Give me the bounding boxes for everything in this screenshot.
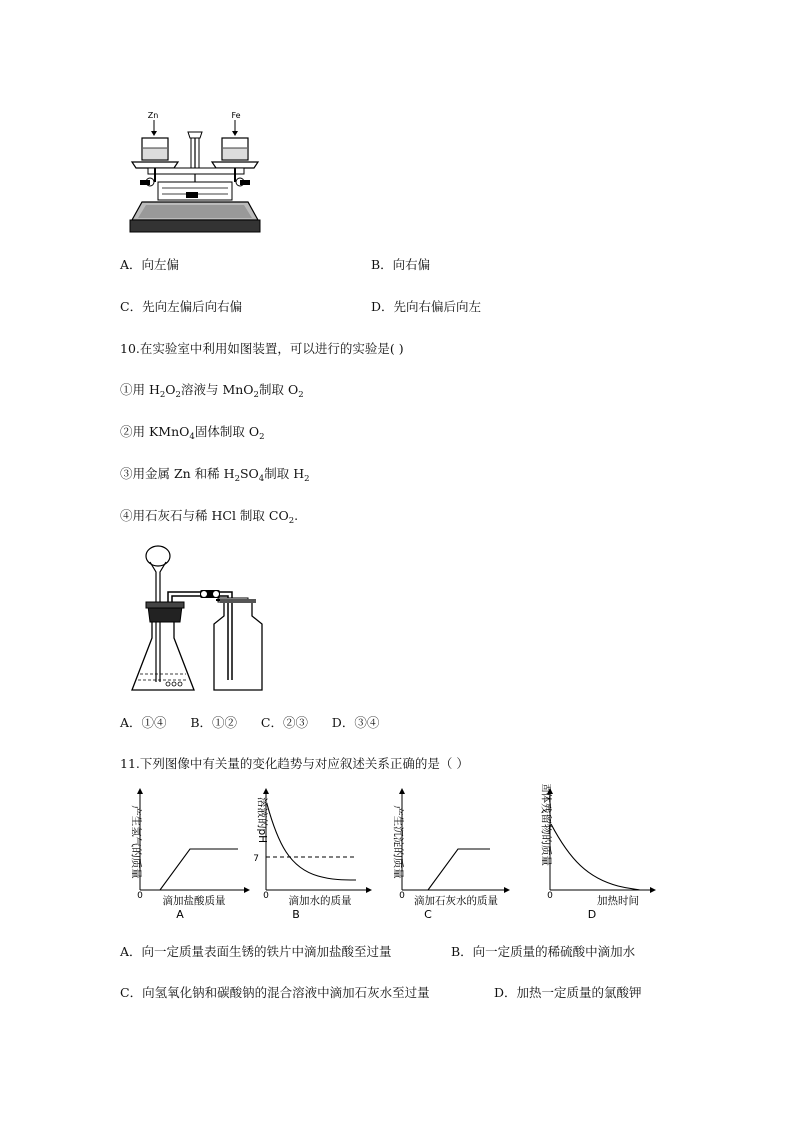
q11-option-c: C．向氢氧化钠和碳酸钠的混合溶液中滴加石灰水至过量	[120, 985, 430, 1000]
chart-c-x-arrow	[504, 887, 510, 893]
chart-a-letter: A	[176, 908, 184, 921]
q9-option-a: A．向左偏	[120, 257, 180, 272]
chart-d-letter: D	[587, 908, 597, 921]
chart-a-xlabel: 滴加盐酸质量	[162, 895, 226, 907]
q9-option-c: C．先向左偏后向右偏	[120, 299, 243, 314]
balance-figure	[128, 108, 268, 236]
chart-d-xlabel: 加热时间	[597, 895, 639, 907]
chart-b-origin: 0	[263, 891, 269, 901]
chart-b-ref-label: 7	[253, 854, 259, 864]
chart-d	[540, 784, 656, 921]
chart-d-ylabel: 固体残留物的质量	[540, 784, 552, 866]
chart-c	[392, 788, 510, 921]
chart-a-x-arrow	[244, 887, 250, 893]
balance-label-fe: Fe	[231, 111, 241, 120]
chart-b	[253, 788, 372, 921]
chart-c-y-arrow	[399, 788, 405, 794]
q9-option-b: B．向右偏	[371, 257, 431, 272]
chart-b-letter: B	[292, 908, 300, 921]
chart-b-x-arrow	[366, 887, 372, 893]
q9-option-d: D．先向右偏后向左	[371, 299, 482, 314]
q11-option-a: A．向一定质量表面生锈的铁片中滴加盐酸至过量	[120, 944, 392, 959]
chart-c-xlabel: 滴加石灰水的质量	[414, 895, 498, 907]
chart-a-origin: 0	[137, 891, 143, 901]
chart-c-curve	[428, 849, 490, 890]
q10-item-2: ②用 KMnO$_4$固体制取 $O_2$	[120, 424, 265, 442]
q10-item-3: ③用金属 Zn 和稀 $H_2SO_4$制取 $H_2$	[120, 466, 310, 484]
chart-c-letter: C	[424, 908, 432, 921]
q10-stem: 10.在实验室中利用如图装置，可以进行的实验是( )	[120, 341, 404, 356]
chart-d-origin: 0	[547, 891, 553, 901]
chart-a	[130, 788, 250, 921]
chart-a-y-arrow	[137, 788, 143, 794]
q11-option-d: D．加热一定质量的氯酸钾	[494, 985, 642, 1000]
q11-charts	[118, 784, 678, 922]
chart-b-y-arrow	[263, 788, 269, 794]
chart-b-curve	[267, 804, 356, 880]
chart-c-origin: 0	[399, 891, 405, 901]
apparatus-drawing	[128, 542, 278, 698]
balance-drawing	[128, 108, 268, 236]
q11-charts-svg	[118, 784, 678, 922]
chart-a-ylabel: 产生氢气的质量	[130, 805, 142, 879]
chart-d-curve	[551, 824, 640, 890]
chart-b-xlabel: 滴加水的质量	[288, 895, 352, 907]
q10-options: A．①④ B．①② C．②③ D．③④	[120, 715, 380, 730]
q11-option-b: B．向一定质量的稀硫酸中滴加水	[451, 944, 636, 959]
q10-item-4: ④用石灰石与稀 HCl 制取 $CO_2$.	[120, 508, 299, 526]
chart-c-ylabel: 产生沉淀的质量	[392, 805, 404, 879]
q10-item-1: ①用 $H_2O_2$溶液与 MnO$_2$制取 $O_2$	[120, 382, 304, 400]
q11-stem: 11.下列图像中有关量的变化趋势与对应叙述关系正确的是（ ）	[120, 756, 469, 771]
gas-apparatus-figure	[128, 542, 278, 698]
chart-a-curve	[160, 849, 238, 890]
chart-d-x-arrow	[650, 887, 656, 893]
chart-b-ylabel: 溶液的pH	[256, 796, 268, 844]
balance-label-zn: Zn	[147, 111, 159, 120]
